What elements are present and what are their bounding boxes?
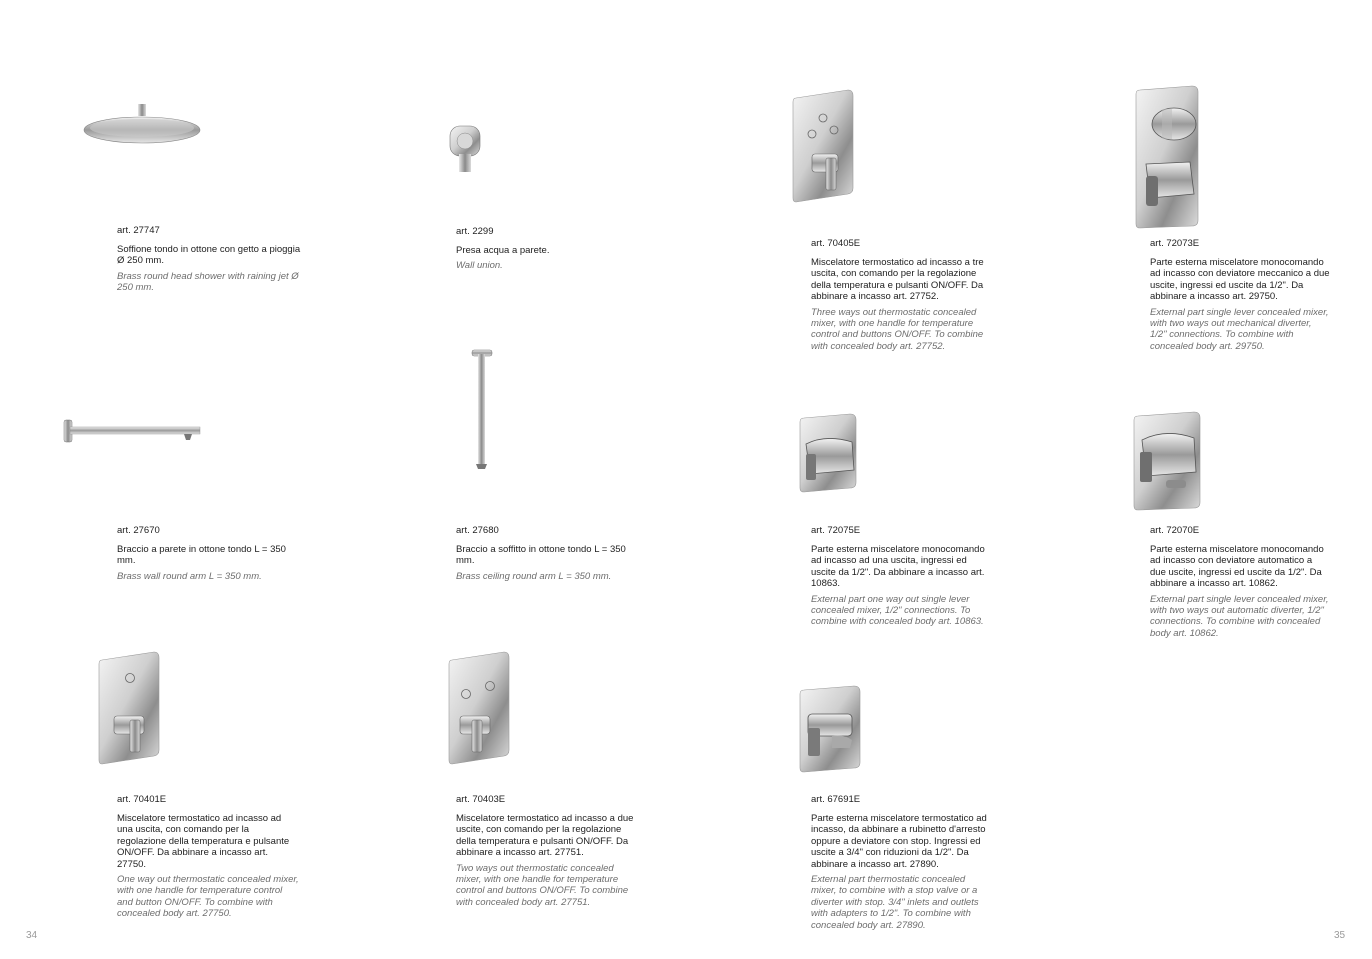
product-2299	[456, 226, 641, 272]
description-it: Braccio a parete in ottone tondo L = 350 mm.	[117, 544, 286, 567]
art-number: art. 72073E	[1150, 238, 1200, 249]
description-en: External part thermostatic concealed mixer, to combine with a stop valve or a diverter with stop. 3/4" inlets and outlets with adapters to 1/2". To combine with concealed body art. 27890.	[811, 874, 979, 931]
art-number: art. 27747	[117, 225, 160, 236]
description-en: External part one way out single lever concealed mixer, 1/2" connections. To combine with concealed body art. 10863.	[811, 593, 984, 628]
thermostatic-plate-2-buttons-image	[446, 650, 512, 766]
art-number: art. 72075E	[811, 525, 861, 536]
product-27670	[117, 525, 297, 582]
product-72070E	[1150, 525, 1330, 639]
wall-arm-image	[60, 418, 205, 446]
product-70405E	[811, 238, 993, 352]
page-number-left: 34	[26, 930, 38, 941]
description-en: One way out thermostatic concealed mixer, with one handle for temperature control and button ON/OFF. To combine with concealed body art. 27750.	[117, 874, 299, 920]
product-27680	[456, 525, 636, 582]
product-70401E	[117, 794, 299, 920]
art-number: art. 27670	[117, 525, 160, 536]
description-it: Parte esterna miscelatore termostatico ad incasso, da abbinare a rubinetto d'arresto oppure a deviatore con stop. Ingressi ed uscite a 3/4" con riduzioni da 1/2". Da abbinare a incasso art. 27890.	[811, 813, 987, 870]
description-en: External part single lever concealed mixer, with two ways out automatic diverter, 1/2" connections. To combine with concealed body art. 10862.	[1150, 593, 1329, 639]
round-head-shower-image	[80, 102, 205, 147]
square-plate-lever-diverter-image	[1130, 410, 1204, 512]
description-it: Miscelatore termostatico ad incasso a due uscite, con comando per la regolazione della temperatura e pulsanti ON/OFF. Da abbinare a incasso art. 27751.	[456, 813, 634, 859]
description-en: Brass ceiling round arm L = 350 mm.	[456, 570, 612, 582]
description-it: Presa acqua a parete.	[456, 245, 550, 256]
art-number: art. 70405E	[811, 238, 861, 249]
description-it: Miscelatore termostatico ad incasso a tre uscita, con comando per la regolazione della temperatura e pulsanti ON/OFF. Da abbinare a incasso art. 27752.	[811, 257, 984, 303]
wall-union-image	[444, 120, 494, 178]
description-en: External part single lever concealed mixer, with two ways out mechanical diverter, 1/2" connections. To combine with concealed body art. 29750.	[1150, 306, 1329, 352]
thermostatic-plate-3-buttons-image	[790, 88, 856, 204]
description-en: Wall union.	[456, 260, 503, 272]
square-thermostatic-plate-image	[796, 684, 864, 774]
product-72073E	[1150, 238, 1330, 352]
description-en: Three ways out thermostatic concealed mixer, with one handle for temperature control and buttons ON/OFF. To combine with concealed body art. 27752.	[811, 306, 984, 352]
product-72075E	[811, 525, 993, 628]
description-it: Parte esterna miscelatore monocomando ad incasso ad una uscita, ingressi ed uscite da 1/2". Da abbinare a incasso art. 10863.	[811, 544, 985, 590]
thermostatic-plate-1-button-image	[96, 650, 162, 766]
description-it: Miscelatore termostatico ad incasso ad una uscita, con comando per la regolazione della temperatura e pulsante ON/OFF. Da abbinare a incasso art. 27750.	[117, 813, 290, 870]
product-27747	[117, 225, 302, 294]
description-en: Brass wall round arm L = 350 mm.	[117, 570, 262, 582]
art-number: art. 27680	[456, 525, 499, 536]
description-en: Brass round head shower with raining jet Ø 250 mm.	[117, 270, 299, 294]
art-number: art. 70403E	[456, 794, 506, 805]
product-70403E	[456, 794, 638, 908]
page-number-right: 35	[1334, 930, 1346, 941]
description-en: Two ways out thermostatic concealed mixer, with one handle for temperature control and buttons ON/OFF. To combine with concealed body art. 27751.	[456, 862, 629, 908]
tall-plate-lever-diverter-image	[1132, 84, 1204, 230]
art-number: art. 72070E	[1150, 525, 1200, 536]
description-it: Parte esterna miscelatore monocomando ad incasso con deviatore meccanico a due uscite, ingressi ed uscite da 1/2". Da abbinare a incasso art. 29750.	[1150, 257, 1330, 303]
description-it: Braccio a soffitto in ottone tondo L = 350 mm.	[456, 544, 626, 567]
art-number: art. 70401E	[117, 794, 167, 805]
description-it: Soffione tondo in ottone con getto a pioggia Ø 250 mm.	[117, 244, 301, 267]
ceiling-arm-image	[470, 348, 494, 472]
description-it: Parte esterna miscelatore monocomando ad incasso con deviatore automatico a due uscite, ingressi ed uscite da 1/2". Da abbinare a incasso art. 10862.	[1150, 544, 1324, 590]
square-plate-lever-image	[796, 412, 862, 496]
product-67691E	[811, 794, 991, 931]
art-number: art. 67691E	[811, 794, 861, 805]
art-number: art. 2299	[456, 226, 494, 237]
